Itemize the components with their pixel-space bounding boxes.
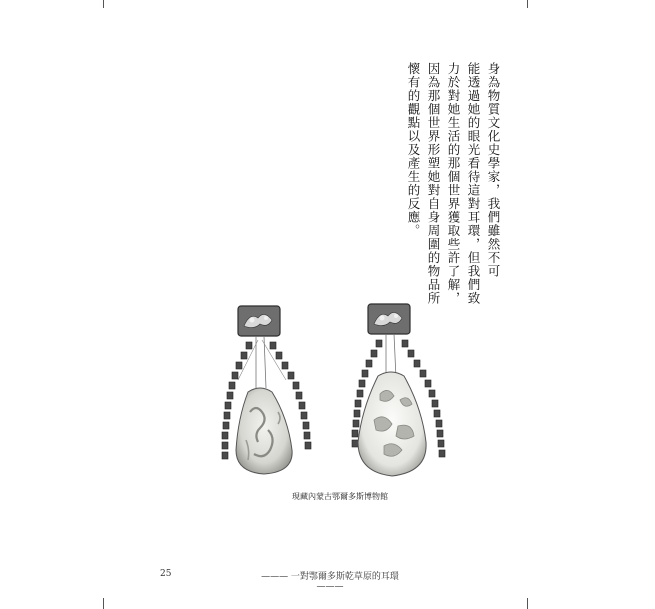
text-column-3: 力於對她生活的那個世界獲取些許了解， xyxy=(446,62,461,305)
crop-mark-top-right xyxy=(527,0,528,8)
left-earring xyxy=(222,306,311,474)
earrings-photo xyxy=(208,300,478,485)
text-column-2: 能透過她的眼光看待這對耳環，但我們致 xyxy=(466,62,481,305)
text-column-5: 懷有的觀點以及產生的反應。 xyxy=(406,62,421,238)
body-text-vertical xyxy=(372,62,502,305)
crop-mark-bottom-right xyxy=(527,598,528,609)
crop-mark-top-left xyxy=(103,0,104,8)
figure-caption: 現藏內蒙古鄂爾多斯博物館 xyxy=(292,492,388,501)
text-column-1: 身為物質文化史學家，我們雖然不可 xyxy=(486,62,501,278)
page-number: 25 xyxy=(160,569,172,579)
page-footer xyxy=(0,569,655,592)
right-earring xyxy=(352,304,445,476)
earrings-figure xyxy=(208,300,478,485)
crop-mark-bottom-left xyxy=(103,598,104,609)
running-title: ——— 一對鄂爾多斯乾草原的耳環 ——— xyxy=(261,572,399,592)
text-column-4: 因為那個世界形塑她對自身周圍的物品所 xyxy=(426,62,441,305)
